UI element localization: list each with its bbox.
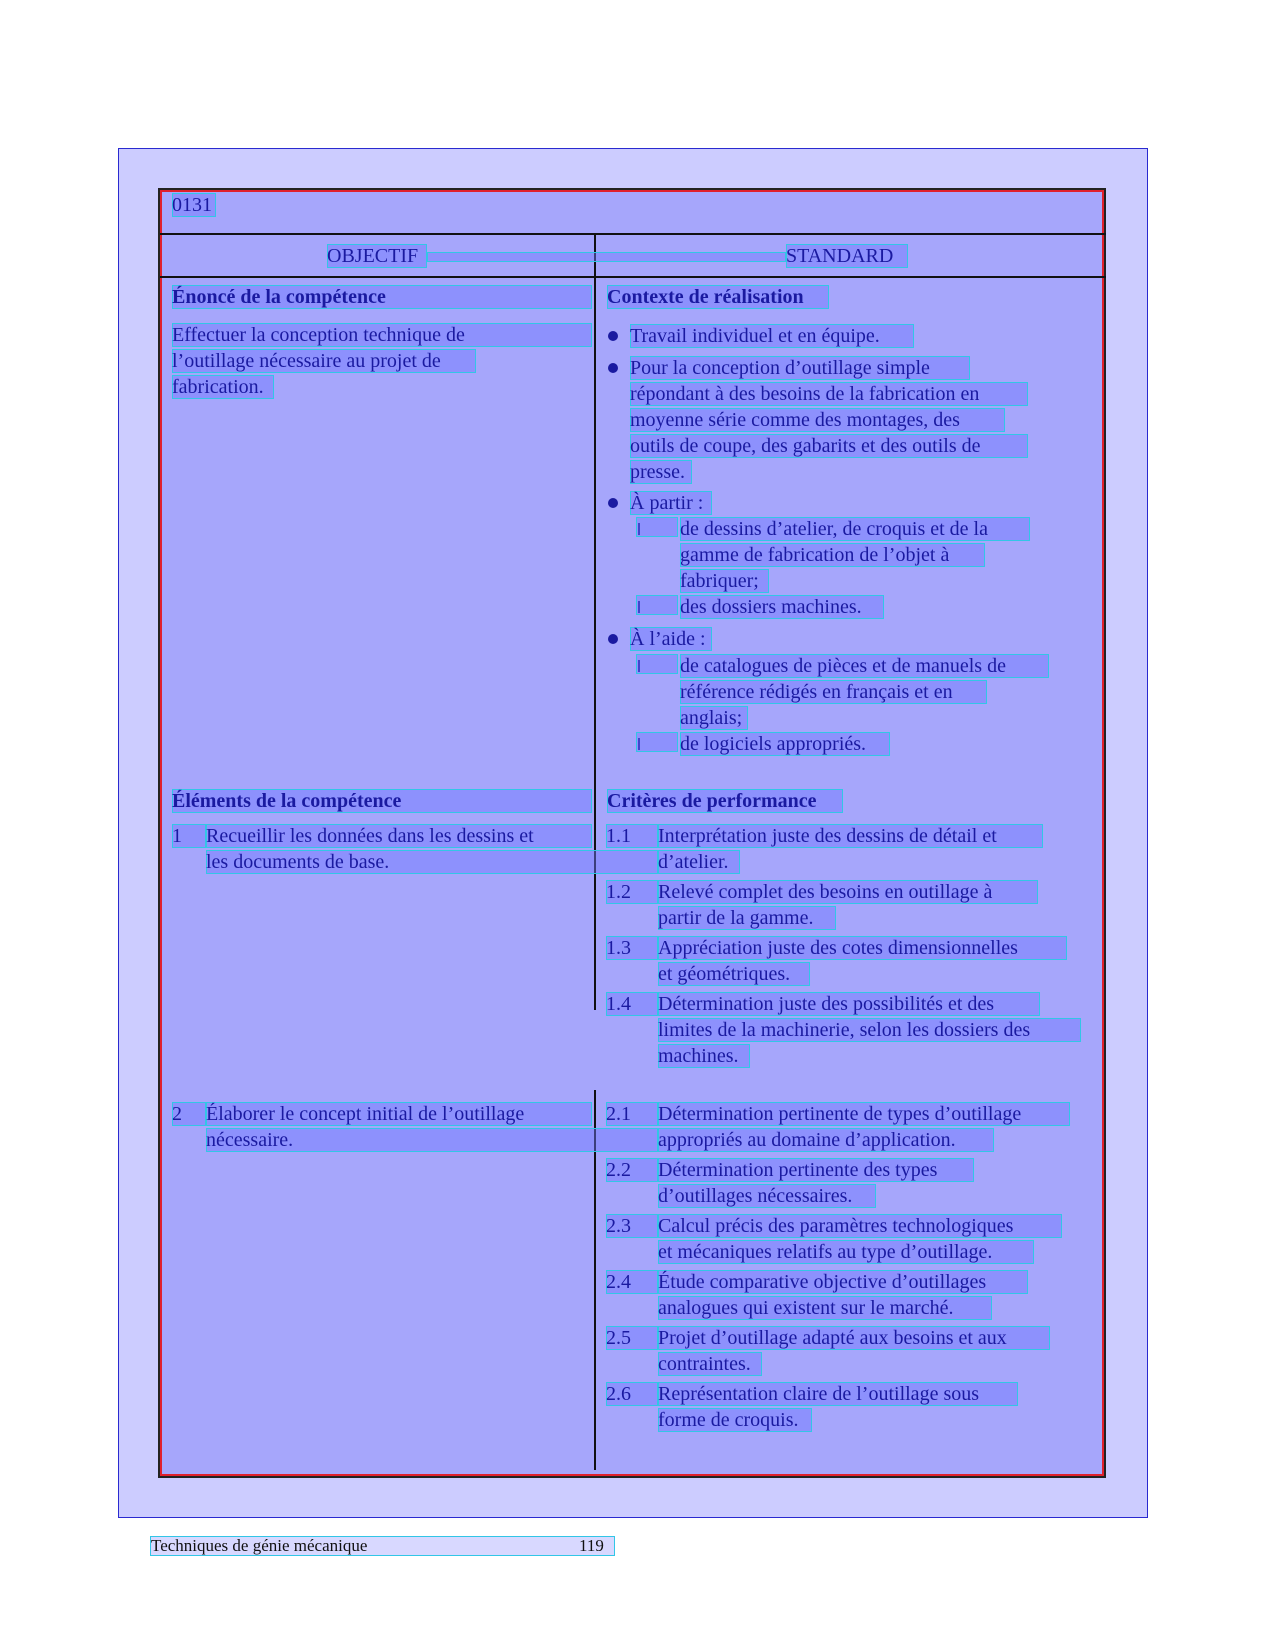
enonce-line-3: fabrication. (172, 375, 274, 399)
bullet-3-sub-1-line-1: de dessins d’atelier, de croquis et de la (680, 517, 1030, 541)
bullet-icon (608, 498, 618, 508)
bullet-icon (608, 331, 618, 341)
contexte-bullet-1: Travail individuel et en équipe. (630, 324, 914, 348)
header-objectif: OBJECTIF (327, 244, 427, 268)
contexte-bullet-2-line-1: Pour la conception d’outillage simple (630, 356, 970, 380)
footer-title: Techniques de génie mécanique (151, 1536, 368, 1555)
critere-1-2-line-1: Relevé complet des besoins en outillage à (658, 880, 1038, 904)
critere-1-3-line-1: Appréciation juste des cotes dimensionnelles (658, 936, 1067, 960)
elements-title: Éléments de la compétence (172, 789, 592, 813)
bullet-3-sub-1-line-3: fabriquer; (680, 569, 769, 593)
critere-2-3-line-2: et mécaniques relatifs au type d’outillage. (658, 1240, 1034, 1264)
critere-2-6-number: 2.6 (606, 1382, 658, 1406)
element-1-line-1: Recueillir les données dans les dessins et (206, 824, 592, 848)
element-2-number: 2 (172, 1102, 206, 1126)
critere-1-4-line-2: limites de la machinerie, selon les dossiers des (658, 1018, 1081, 1042)
critere-2-5-line-1: Projet d’outillage adapté aux besoins et aux (658, 1326, 1050, 1350)
competency-code: 0131 (172, 193, 216, 217)
critere-1-4-line-1: Détermination juste des possibilités et des (658, 992, 1040, 1016)
critere-2-1-line-2: appropriés au domaine d’application. (658, 1128, 994, 1152)
critere-2-4-line-2: analogues qui existent sur le marché. (658, 1296, 992, 1320)
enonce-title: Énoncé de la compétence (172, 285, 592, 309)
critere-2-2-line-1: Détermination pertinente des types (658, 1158, 974, 1182)
contexte-title: Contexte de réalisation (607, 285, 829, 309)
element-2-line-2: nécessaire. (206, 1128, 658, 1152)
header-rule-top (160, 233, 1106, 235)
bullet-icon (608, 363, 618, 373)
critere-2-5-line-2: contraintes. (658, 1352, 762, 1376)
bullet-4-sub-2: de logiciels appropriés. (680, 732, 890, 756)
contexte-bullet-2-line-2: répondant à des besoins de la fabrication en (630, 382, 1028, 406)
critere-1-4-number: 1.4 (606, 992, 658, 1016)
element-2-line-1: Élaborer le concept initial de l’outillage (206, 1102, 592, 1126)
element-1-line-2: les documents de base. (206, 850, 658, 874)
critere-2-4-number: 2.4 (606, 1270, 658, 1294)
critere-2-1-number: 2.1 (606, 1102, 658, 1126)
critere-2-3-number: 2.3 (606, 1214, 658, 1238)
page-footer (150, 1536, 615, 1556)
contexte-bullet-2-line-3: moyenne série comme des montages, des (630, 408, 1005, 432)
bullet-4-sub-1-line-2: référence rédigés en français et en (680, 680, 987, 704)
critere-2-6-line-2: forme de croquis. (658, 1408, 812, 1432)
critere-1-1-line-2: d’atelier. (658, 850, 740, 874)
bullet-3-sub-1-marker (636, 517, 678, 537)
column-divider-header (594, 235, 596, 1010)
enonce-line-1: Effectuer la conception technique de (172, 323, 592, 347)
header-rule-bottom (160, 276, 1106, 278)
critere-2-6-line-1: Représentation claire de l’outillage sous (658, 1382, 1018, 1406)
critere-2-2-number: 2.2 (606, 1158, 658, 1182)
bullet-4-sub-2-marker (636, 732, 678, 752)
critere-1-3-number: 1.3 (606, 936, 658, 960)
bullet-3-sub-2-marker (636, 595, 678, 615)
bullet-4-sub-1-line-3: anglais; (680, 706, 748, 730)
contexte-bullet-3: À partir : (630, 491, 712, 515)
critere-2-2-line-2: d’outillages nécessaires. (658, 1184, 876, 1208)
critere-2-3-line-1: Calcul précis des paramètres technologiques (658, 1214, 1062, 1238)
enonce-line-2: l’outillage nécessaire au projet de (172, 349, 476, 373)
bullet-3-sub-2: des dossiers machines. (680, 595, 884, 619)
header-band (427, 252, 786, 262)
critere-2-4-line-1: Étude comparative objective d’outillages (658, 1270, 1028, 1294)
bullet-icon (608, 634, 618, 644)
footer-page-number: 119 (579, 1536, 604, 1555)
header-standard: STANDARD (786, 244, 908, 268)
contexte-bullet-4: À l’aide : (630, 627, 712, 651)
contexte-bullet-2-line-4: outils de coupe, des gabarits et des outils de (630, 434, 1028, 458)
bullet-4-sub-1-marker (636, 654, 678, 674)
bullet-3-sub-1-line-2: gamme de fabrication de l’objet à (680, 543, 985, 567)
critere-1-1-number: 1.1 (606, 824, 658, 848)
critere-2-1-line-1: Détermination pertinente de types d’outillage (658, 1102, 1070, 1126)
critere-1-2-number: 1.2 (606, 880, 658, 904)
bullet-4-sub-1-line-1: de catalogues de pièces et de manuels de (680, 654, 1049, 678)
critere-1-4-line-3: machines. (658, 1044, 750, 1068)
critere-1-1-line-1: Interprétation juste des dessins de détail et (658, 824, 1043, 848)
critere-2-5-number: 2.5 (606, 1326, 658, 1350)
criteres-title: Critères de performance (607, 789, 843, 813)
critere-1-2-line-2: partir de la gamme. (658, 906, 836, 930)
critere-1-3-line-2: et géométriques. (658, 962, 810, 986)
contexte-bullet-2-line-5: presse. (630, 460, 692, 484)
element-1-number: 1 (172, 824, 206, 848)
